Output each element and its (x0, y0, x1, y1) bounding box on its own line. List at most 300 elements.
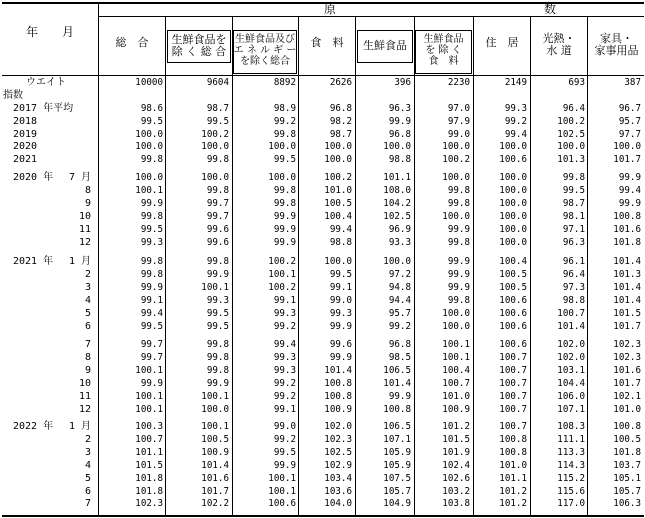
month-label: 2 (84, 268, 91, 280)
monthly-row-cell: 100.8 (499, 433, 527, 445)
monthly-row-cell: 102.0 (557, 351, 585, 363)
monthly-row-cell: 101.8 (135, 472, 163, 484)
monthly-row-cell: 99.4 (618, 184, 641, 196)
annual-row-cell: 100.0 (383, 141, 411, 153)
annual-row-cell: 100.2 (201, 128, 229, 140)
monthly-row-cell: 101.2 (499, 485, 527, 497)
monthly-row-cell: 101.0 (613, 403, 641, 415)
monthly-row-cell: 100.6 (268, 498, 296, 510)
annual-row-cell: 96.8 (388, 128, 411, 140)
monthly-row-cell: 97.2 (388, 268, 411, 280)
monthly-row-cell: 107.1 (383, 433, 411, 445)
monthly-row-cell: 99.3 (273, 364, 296, 376)
annual-row-cell: 97.7 (618, 128, 641, 140)
annual-row-label: 2020 (13, 141, 38, 153)
monthly-row-cell: 117.0 (557, 498, 585, 510)
year-column-divider (98, 2, 99, 516)
annual-row-cell: 100.0 (324, 141, 352, 153)
monthly-row-cell: 107.1 (557, 403, 585, 415)
monthly-row-cell: 100.1 (268, 268, 296, 280)
monthly-row-cell: 100.0 (324, 256, 352, 267)
annual-row-cell: 99.9 (388, 115, 411, 127)
monthly-row-cell: 100.7 (499, 351, 527, 363)
monthly-row-cell: 101.7 (613, 377, 641, 389)
monthly-row-cell: 100.1 (201, 421, 229, 432)
monthly-row-cell: 102.0 (557, 339, 585, 350)
monthly-row-cell: 100.0 (442, 172, 470, 183)
annual-row-cell: 101.3 (557, 154, 585, 166)
monthly-row-cell: 101.9 (442, 446, 470, 458)
annual-row-cell: 100.0 (135, 141, 163, 153)
monthly-row-cell: 98.5 (388, 351, 411, 363)
col-header-fuel-light-water: 光熱・ 水 道 (542, 32, 576, 57)
monthly-row-cell: 100.6 (499, 320, 527, 332)
annual-row-cell: 99.8 (273, 128, 296, 140)
monthly-row-cell: 99.2 (273, 390, 296, 402)
annual-row-cell: 99.5 (206, 115, 229, 127)
month-label: 1 月 (68, 256, 91, 267)
monthly-row-cell: 101.4 (383, 377, 411, 389)
monthly-row-cell: 99.9 (329, 320, 352, 332)
monthly-row-cell: 103.4 (324, 472, 352, 484)
monthly-row-cell: 100.1 (268, 472, 296, 484)
monthly-row-cell: 98.8 (562, 294, 585, 306)
month-label: 9 (84, 197, 91, 209)
monthly-row-cell: 100.9 (201, 446, 229, 458)
monthly-row-cell: 99.5 (329, 268, 352, 280)
monthly-row-cell: 100.5 (201, 433, 229, 445)
weight-row-cell: 396 (394, 77, 411, 88)
monthly-row-cell: 99.8 (206, 256, 229, 267)
monthly-row-cell: 100.0 (201, 403, 229, 415)
year-label: 2021 年 (13, 256, 54, 267)
monthly-row-cell: 97.3 (562, 281, 585, 293)
monthly-row-cell: 99.8 (206, 184, 229, 196)
monthly-row-cell: 99.8 (447, 184, 470, 196)
monthly-row-cell: 100.2 (268, 256, 296, 267)
monthly-row-cell: 115.2 (557, 472, 585, 484)
monthly-row-cell: 100.8 (499, 446, 527, 458)
monthly-row-cell: 99.8 (273, 184, 296, 196)
monthly-row-cell: 104.2 (383, 197, 411, 209)
monthly-row-cell: 99.9 (206, 268, 229, 280)
month-label: 2 (84, 433, 91, 445)
month-label: 5 (84, 472, 91, 484)
monthly-row-cell: 99.6 (329, 339, 352, 350)
annual-row-label: 2018 (13, 115, 38, 127)
monthly-row-cell: 99.9 (618, 197, 641, 209)
weight-row-cell: 8892 (273, 77, 296, 88)
monthly-row-cell: 99.5 (206, 307, 229, 319)
monthly-row-cell: 99.9 (388, 390, 411, 402)
monthly-row-cell: 99.3 (206, 294, 229, 306)
monthly-row-cell: 100.0 (499, 210, 527, 222)
monthly-row-cell: 108.0 (383, 184, 411, 196)
monthly-row-cell: 101.6 (613, 364, 641, 376)
annual-row-cell: 98.9 (273, 103, 296, 114)
month-label: 6 (84, 320, 91, 332)
month-label: 7 (84, 339, 91, 350)
monthly-row-cell: 98.8 (329, 236, 352, 248)
annual-row-label: 2019 (13, 128, 38, 140)
weight-row-cell: 9604 (206, 77, 229, 88)
col-header-fresh-food: 生鮮食品 (363, 39, 407, 52)
weight-row-cell: 2149 (504, 77, 527, 88)
monthly-row-cell: 100.1 (442, 339, 470, 350)
annual-row-cell: 96.8 (329, 103, 352, 114)
annual-row-cell: 97.0 (447, 103, 470, 114)
month-label: 12 (78, 403, 91, 415)
monthly-row-cell: 100.1 (201, 390, 229, 402)
monthly-row-cell: 101.5 (613, 307, 641, 319)
monthly-row-cell: 99.8 (140, 210, 163, 222)
monthly-row-cell: 99.9 (447, 281, 470, 293)
monthly-row-cell: 113.3 (557, 446, 585, 458)
monthly-row-cell: 99.8 (206, 351, 229, 363)
annual-row-cell: 95.7 (618, 115, 641, 127)
monthly-row-cell: 99.9 (273, 223, 296, 235)
monthly-row-cell: 100.2 (324, 172, 352, 183)
monthly-row-cell: 101.0 (442, 390, 470, 402)
monthly-row-cell: 103.7 (613, 459, 641, 471)
monthly-row-cell: 100.8 (613, 210, 641, 222)
annual-row-cell: 100.2 (557, 115, 585, 127)
annual-row-cell: 99.4 (504, 128, 527, 140)
monthly-row-cell: 99.8 (562, 172, 585, 183)
monthly-row-cell: 99.2 (273, 433, 296, 445)
col-header-housing: 住 居 (485, 36, 519, 49)
monthly-row-cell: 100.0 (383, 256, 411, 267)
monthly-row-cell: 105.7 (383, 485, 411, 497)
annual-row-cell: 98.6 (140, 103, 163, 114)
monthly-row-cell: 100.1 (135, 403, 163, 415)
monthly-row-cell: 99.7 (140, 339, 163, 350)
month-label: 4 (84, 294, 91, 306)
monthly-row-cell: 99.9 (140, 197, 163, 209)
monthly-row-cell: 99.9 (329, 351, 352, 363)
monthly-row-cell: 100.4 (442, 364, 470, 376)
monthly-row-cell: 99.5 (140, 320, 163, 332)
monthly-row-cell: 101.4 (613, 294, 641, 306)
monthly-row-cell: 99.9 (273, 210, 296, 222)
monthly-row-cell: 106.5 (383, 421, 411, 432)
monthly-row-cell: 99.0 (273, 421, 296, 432)
monthly-row-cell: 99.5 (273, 446, 296, 458)
monthly-row-cell: 101.6 (613, 223, 641, 235)
monthly-row-cell: 96.4 (562, 268, 585, 280)
col-header-excl-fresh: 生鮮食品を 除 く 総 合 (171, 33, 227, 58)
monthly-row-cell: 100.0 (442, 320, 470, 332)
monthly-row-cell: 103.2 (442, 485, 470, 497)
annual-row-cell: 100.0 (135, 128, 163, 140)
monthly-row-cell: 101.7 (201, 485, 229, 497)
monthly-row-cell: 102.3 (613, 351, 641, 363)
monthly-row-cell: 99.9 (140, 377, 163, 389)
monthly-row-cell: 99.9 (273, 459, 296, 471)
monthly-row-cell: 100.6 (499, 339, 527, 350)
weight-row-label: ウエイト (26, 77, 66, 88)
monthly-row-cell: 101.6 (201, 472, 229, 484)
monthly-row-cell: 101.2 (442, 421, 470, 432)
col-header-general: 総 合 (115, 36, 149, 49)
monthly-row-cell: 104.4 (557, 377, 585, 389)
monthly-row-cell: 101.5 (442, 433, 470, 445)
monthly-row-cell: 99.3 (140, 236, 163, 248)
monthly-row-cell: 99.7 (140, 351, 163, 363)
monthly-row-cell: 99.5 (206, 320, 229, 332)
month-label: 3 (84, 446, 91, 458)
monthly-row-cell: 100.3 (135, 421, 163, 432)
annual-row-label: 2021 (13, 154, 38, 166)
monthly-row-cell: 101.5 (135, 459, 163, 471)
monthly-row-cell: 100.8 (613, 421, 641, 432)
monthly-row-cell: 100.1 (135, 364, 163, 376)
monthly-row-cell: 100.5 (324, 197, 352, 209)
annual-row-cell: 99.0 (447, 128, 470, 140)
monthly-row-cell: 99.9 (618, 172, 641, 183)
weight-row-cell: 2230 (447, 77, 470, 88)
monthly-row-cell: 96.9 (388, 223, 411, 235)
month-label: 6 (84, 485, 91, 497)
monthly-row-cell: 100.1 (201, 281, 229, 293)
monthly-row-cell: 99.8 (447, 236, 470, 248)
col-header-furniture-household: 家具・ 家事用品 (594, 32, 639, 57)
monthly-row-cell: 100.0 (135, 172, 163, 183)
monthly-row-cell: 99.9 (206, 377, 229, 389)
monthly-row-cell: 105.9 (383, 446, 411, 458)
group-header-number: 数 (543, 2, 556, 16)
monthly-row-cell: 99.8 (447, 294, 470, 306)
monthly-row-cell: 111.1 (557, 433, 585, 445)
monthly-row-cell: 100.0 (442, 307, 470, 319)
monthly-row-cell: 108.3 (557, 421, 585, 432)
monthly-row-cell: 100.7 (499, 403, 527, 415)
annual-row-cell: 96.4 (562, 103, 585, 114)
weight-row-cell: 10000 (135, 77, 163, 88)
annual-row-cell: 99.5 (140, 115, 163, 127)
annual-row-cell: 96.7 (618, 103, 641, 114)
monthly-row-cell: 103.6 (324, 485, 352, 497)
month-label: 7 月 (68, 172, 91, 183)
monthly-row-cell: 99.6 (206, 223, 229, 235)
monthly-row-cell: 99.4 (329, 223, 352, 235)
monthly-row-cell: 99.4 (273, 339, 296, 350)
monthly-row-cell: 99.9 (447, 268, 470, 280)
monthly-row-cell: 101.8 (613, 236, 641, 248)
monthly-row-cell: 106.0 (557, 390, 585, 402)
month-label: 11 (78, 390, 91, 402)
monthly-row-cell: 98.7 (562, 197, 585, 209)
annual-row-cell: 99.2 (504, 115, 527, 127)
monthly-row-cell: 102.3 (324, 433, 352, 445)
monthly-row-cell: 101.4 (201, 459, 229, 471)
monthly-row-cell: 101.4 (324, 364, 352, 376)
monthly-row-cell: 99.3 (329, 307, 352, 319)
monthly-row-cell: 99.0 (329, 294, 352, 306)
monthly-row-cell: 96.8 (388, 339, 411, 350)
monthly-row-cell: 99.2 (388, 320, 411, 332)
monthly-row-cell: 100.7 (557, 307, 585, 319)
annual-row-cell: 100.0 (268, 141, 296, 153)
monthly-row-cell: 102.5 (383, 210, 411, 222)
monthly-row-cell: 99.6 (206, 236, 229, 248)
monthly-row-cell: 99.8 (206, 364, 229, 376)
monthly-row-cell: 102.3 (135, 498, 163, 510)
monthly-row-cell: 100.7 (499, 421, 527, 432)
monthly-row-cell: 99.2 (273, 377, 296, 389)
monthly-row-cell: 104.0 (324, 498, 352, 510)
annual-row-cell: 98.2 (329, 115, 352, 127)
annual-row-cell: 100.2 (442, 154, 470, 166)
monthly-row-cell: 100.7 (135, 433, 163, 445)
monthly-row-cell: 99.7 (206, 197, 229, 209)
monthly-row-cell: 100.1 (442, 351, 470, 363)
monthly-row-cell: 101.0 (324, 184, 352, 196)
monthly-row-cell: 100.7 (499, 390, 527, 402)
monthly-row-cell: 99.4 (140, 307, 163, 319)
month-label: 4 (84, 459, 91, 471)
monthly-row-cell: 96.3 (562, 236, 585, 248)
annual-row-label: 2017 年平均 (13, 103, 74, 114)
monthly-row-cell: 96.1 (562, 256, 585, 267)
annual-row-cell: 98.8 (388, 154, 411, 166)
annual-row-cell: 100.0 (499, 141, 527, 153)
annual-row-cell: 98.7 (206, 103, 229, 114)
year-month-header: 年 月 (25, 25, 74, 39)
monthly-row-cell: 100.6 (499, 294, 527, 306)
monthly-row-cell: 100.8 (324, 377, 352, 389)
monthly-row-cell: 99.2 (273, 320, 296, 332)
annual-row-cell: 97.9 (447, 115, 470, 127)
monthly-row-cell: 100.0 (499, 236, 527, 248)
monthly-row-cell: 100.7 (499, 377, 527, 389)
year-label: 2020 年 (13, 172, 54, 183)
annual-row-cell: 100.0 (442, 141, 470, 153)
annual-row-cell: 100.6 (499, 154, 527, 166)
group-header-rule (98, 16, 644, 17)
month-label: 8 (84, 351, 91, 363)
monthly-row-cell: 99.3 (273, 307, 296, 319)
monthly-row-cell: 100.0 (499, 172, 527, 183)
monthly-row-cell: 99.8 (140, 268, 163, 280)
annual-row-cell: 99.2 (273, 115, 296, 127)
monthly-row-cell: 99.1 (140, 294, 163, 306)
monthly-row-cell: 99.1 (273, 294, 296, 306)
monthly-row-cell: 102.0 (324, 421, 352, 432)
month-label: 12 (78, 236, 91, 248)
monthly-row-cell: 99.1 (273, 403, 296, 415)
col-header-excl-fresh-energy: 生鮮食品及び エ ネ ル ギ ー を除く総合 (233, 34, 297, 67)
monthly-row-cell: 100.0 (499, 223, 527, 235)
monthly-row-cell: 115.6 (557, 485, 585, 497)
monthly-row-cell: 99.9 (273, 236, 296, 248)
month-label: 3 (84, 281, 91, 293)
monthly-row-cell: 100.9 (442, 403, 470, 415)
col-header-food-excl-fresh: 生鮮食品 を 除 く 食 料 (423, 34, 464, 67)
monthly-row-cell: 100.0 (268, 172, 296, 183)
annual-row-cell: 100.0 (324, 154, 352, 166)
monthly-row-cell: 102.6 (442, 472, 470, 484)
annual-row-cell: 100.0 (613, 141, 641, 153)
monthly-row-cell: 105.1 (613, 472, 641, 484)
monthly-row-cell: 114.3 (557, 459, 585, 471)
index-label: 指数 (3, 90, 23, 101)
monthly-row-cell: 101.7 (613, 320, 641, 332)
annual-row-cell: 98.7 (329, 128, 352, 140)
monthly-row-cell: 100.4 (324, 210, 352, 222)
monthly-row-cell: 102.3 (613, 339, 641, 350)
monthly-row-cell: 100.6 (499, 307, 527, 319)
monthly-row-cell: 103.8 (442, 498, 470, 510)
monthly-row-cell: 100.8 (324, 390, 352, 402)
monthly-row-cell: 101.4 (557, 320, 585, 332)
monthly-row-cell: 100.4 (499, 256, 527, 267)
monthly-row-cell: 101.1 (383, 172, 411, 183)
monthly-row-cell: 97.1 (562, 223, 585, 235)
monthly-row-cell: 101.8 (135, 485, 163, 497)
weight-row-cell: 387 (624, 77, 641, 88)
monthly-row-cell: 105.9 (383, 459, 411, 471)
monthly-row-cell: 100.9 (324, 403, 352, 415)
monthly-row-cell: 101.0 (499, 459, 527, 471)
monthly-row-cell: 94.8 (388, 281, 411, 293)
monthly-row-cell: 102.2 (201, 498, 229, 510)
monthly-row-cell: 101.1 (135, 446, 163, 458)
annual-row-cell: 99.5 (273, 154, 296, 166)
annual-row-cell: 100.0 (201, 141, 229, 153)
monthly-row-cell: 102.4 (442, 459, 470, 471)
monthly-row-cell: 101.4 (613, 281, 641, 293)
monthly-row-cell: 99.1 (329, 281, 352, 293)
monthly-row-cell: 102.5 (324, 446, 352, 458)
monthly-row-cell: 99.9 (447, 256, 470, 267)
month-label: 1 月 (68, 421, 91, 432)
monthly-row-cell: 101.4 (613, 256, 641, 267)
monthly-row-cell: 106.5 (383, 364, 411, 376)
annual-row-cell: 99.8 (140, 154, 163, 166)
monthly-row-cell: 99.5 (140, 223, 163, 235)
month-label: 11 (78, 223, 91, 235)
monthly-row-cell: 99.3 (273, 351, 296, 363)
monthly-row-cell: 104.9 (383, 498, 411, 510)
monthly-row-cell: 99.8 (140, 256, 163, 267)
monthly-row-cell: 99.8 (206, 339, 229, 350)
monthly-row-cell: 100.8 (383, 403, 411, 415)
monthly-row-cell: 99.8 (273, 197, 296, 209)
monthly-row-cell: 100.5 (499, 281, 527, 293)
monthly-row-cell: 100.0 (201, 172, 229, 183)
monthly-row-cell: 107.5 (383, 472, 411, 484)
monthly-row-cell: 100.0 (499, 184, 527, 196)
monthly-row-cell: 99.8 (447, 197, 470, 209)
monthly-row-cell: 93.3 (388, 236, 411, 248)
month-label: 8 (84, 184, 91, 196)
monthly-row-cell: 102.9 (324, 459, 352, 471)
month-label: 10 (78, 210, 91, 222)
annual-row-cell: 99.3 (504, 103, 527, 114)
monthly-row-cell: 100.0 (442, 210, 470, 222)
month-label: 10 (78, 377, 91, 389)
monthly-row-cell: 100.2 (268, 281, 296, 293)
monthly-row-cell: 100.1 (135, 184, 163, 196)
group-header-original: 原 (323, 2, 336, 16)
monthly-row-cell: 101.2 (499, 498, 527, 510)
monthly-row-cell: 99.9 (447, 223, 470, 235)
monthly-row-cell: 100.5 (499, 268, 527, 280)
monthly-row-cell: 100.7 (499, 364, 527, 376)
weight-row-cell: 2626 (329, 77, 352, 88)
col-header-food: 食 料 (310, 36, 344, 49)
